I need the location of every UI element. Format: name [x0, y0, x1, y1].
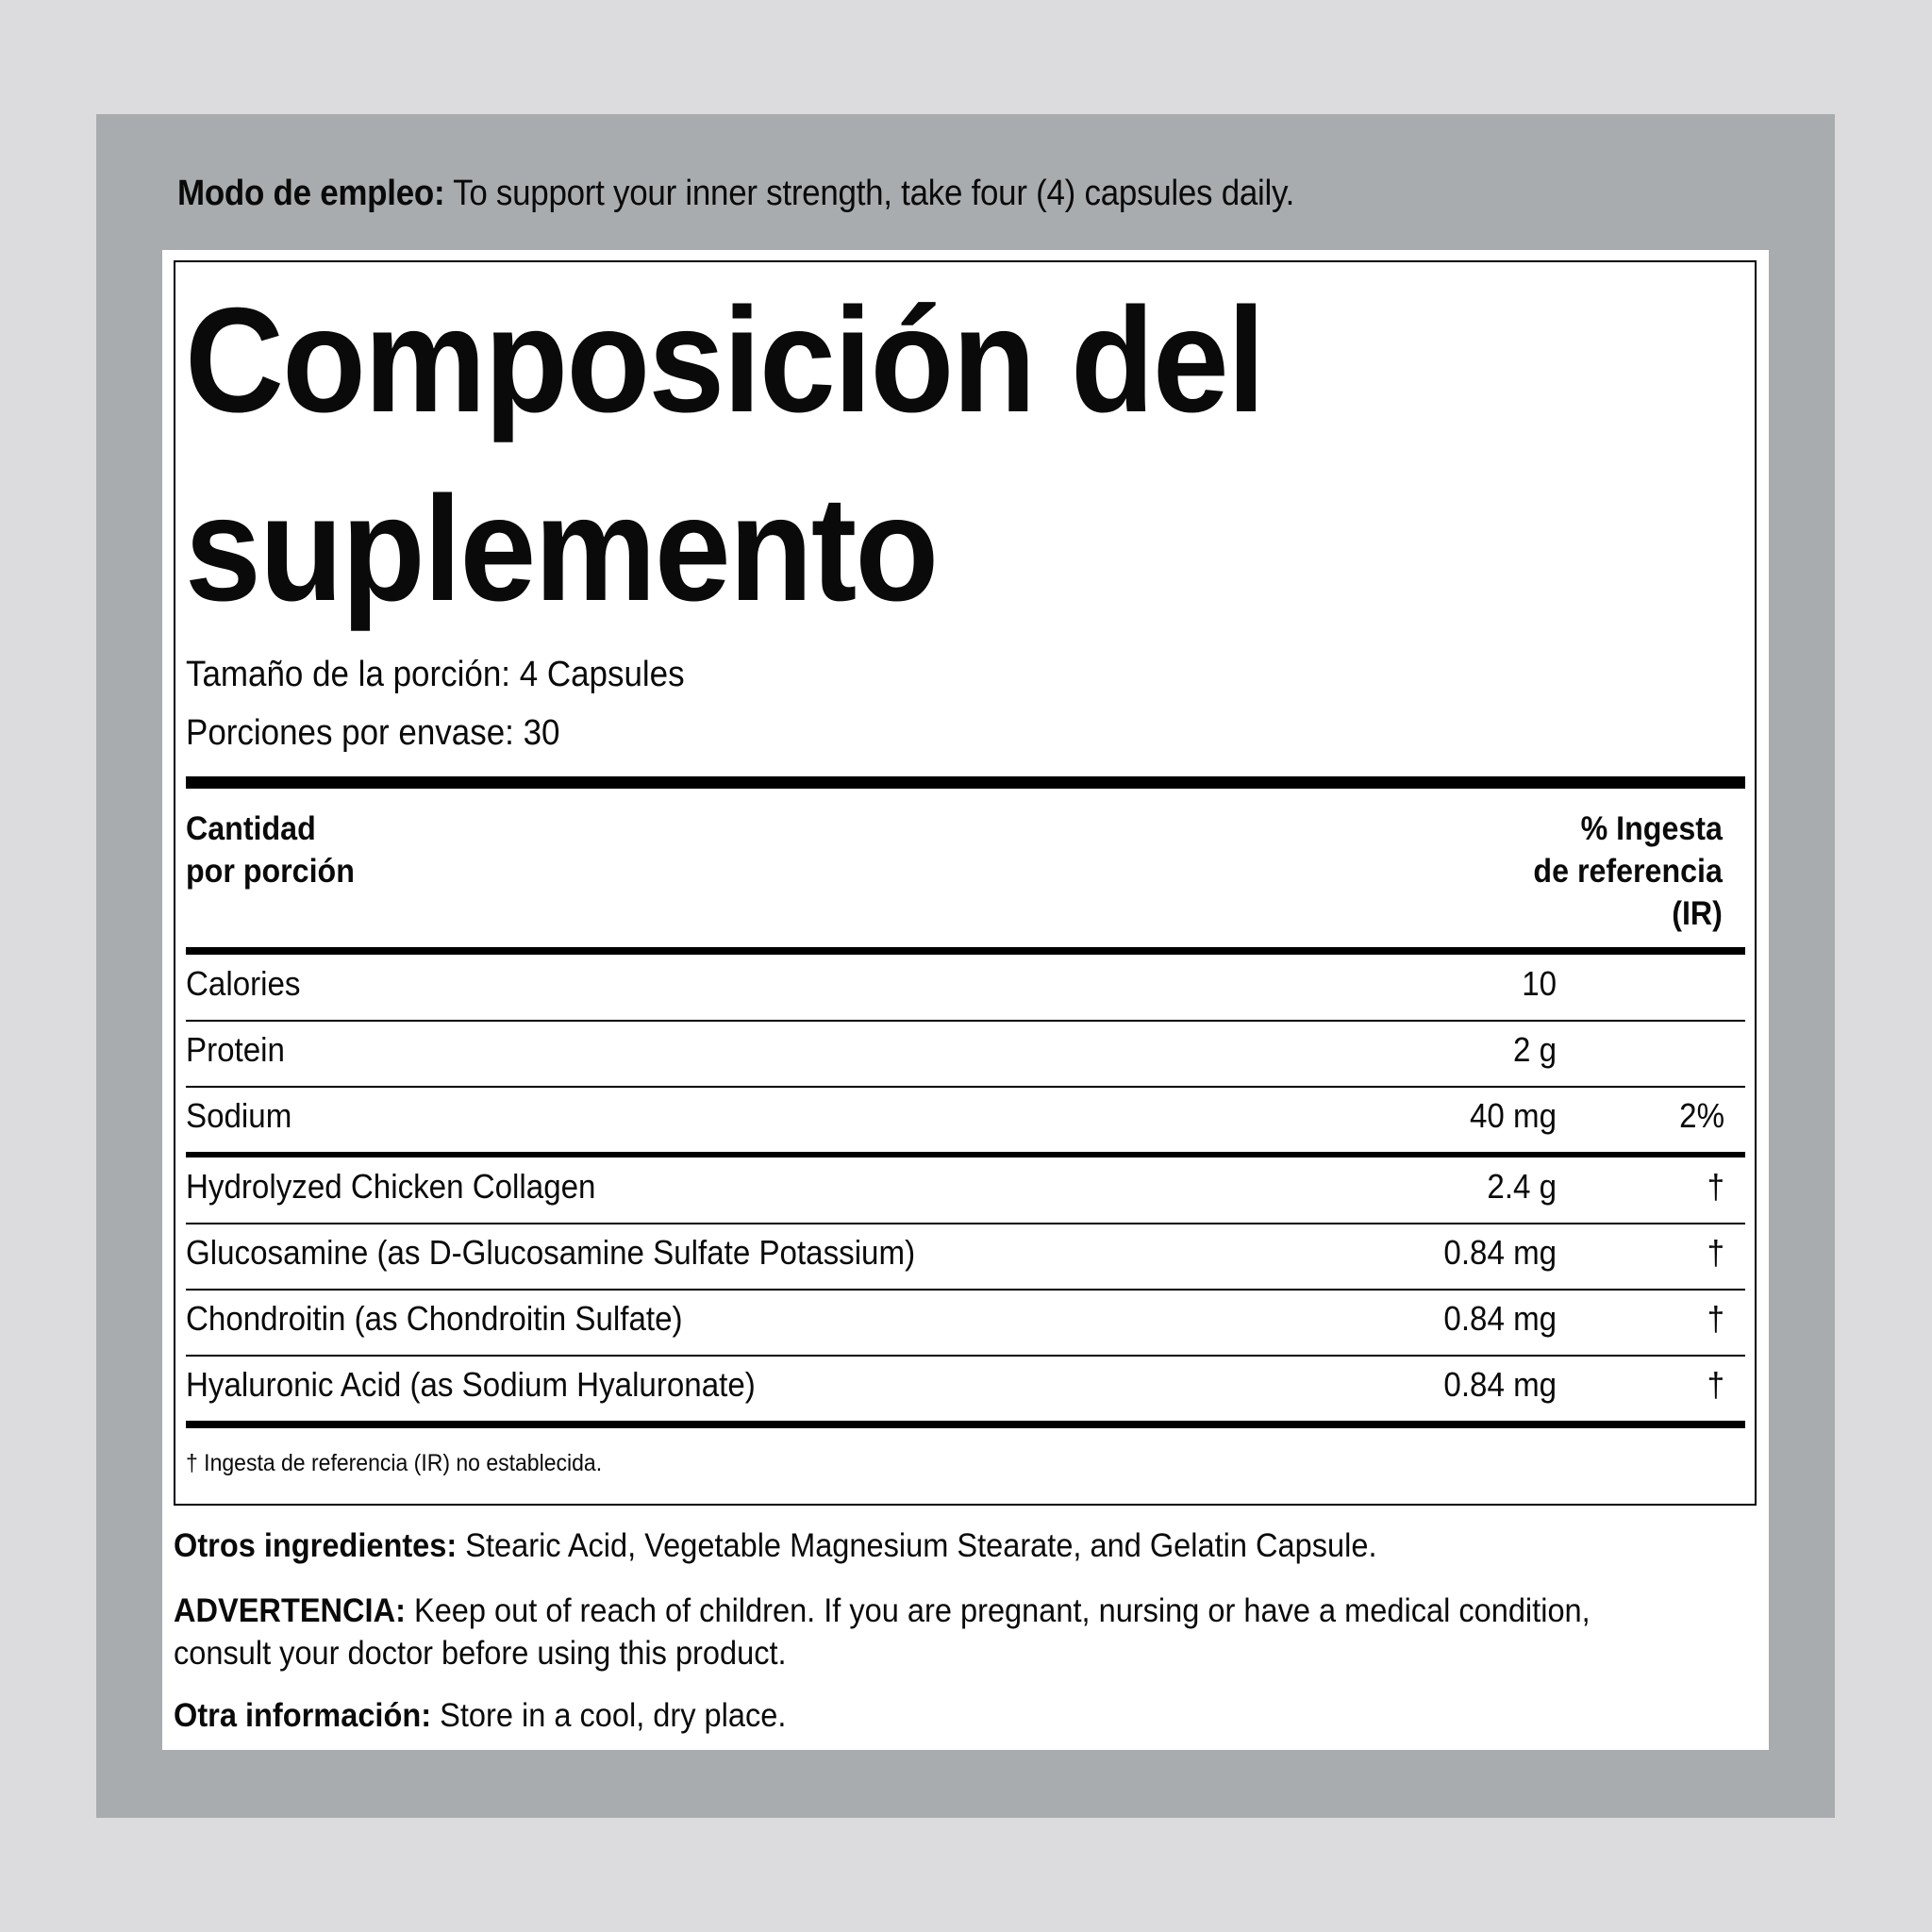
nutrient-amount: 0.84 mg — [1443, 1299, 1557, 1338]
header-right-line1: % Ingesta — [1580, 810, 1723, 847]
header-left-line1: Cantidad — [186, 810, 316, 847]
facts-title — [185, 266, 1263, 643]
footnote: † Ingesta de referencia (IR) no establecida. — [186, 1450, 603, 1476]
nutrient-name: Hyaluronic Acid (as Sodium Hyaluronate) — [186, 1365, 756, 1404]
header-right-line3: (IR) — [1672, 895, 1723, 932]
header-right-line2: de referencia — [1533, 853, 1723, 890]
nutrient-amount: 10 — [1522, 964, 1557, 1003]
table-row — [186, 1083, 1745, 1149]
facts-title-line1: Composición del — [185, 277, 1264, 443]
other-info-label: Otra información: — [174, 1697, 432, 1734]
other-ingredients-label: Otros ingredientes: — [174, 1527, 458, 1564]
nutrient-dv: † — [1707, 1233, 1724, 1272]
other-information — [174, 1694, 1657, 1737]
table-row — [186, 951, 1745, 1017]
nutrient-dv: † — [1707, 1299, 1724, 1338]
nutrient-amount: 2.4 g — [1487, 1167, 1557, 1206]
reference-intake-header — [1534, 808, 1723, 935]
table-row — [186, 1220, 1745, 1286]
directions — [177, 174, 1294, 214]
other-info-text: Store in a cool, dry place. — [431, 1697, 787, 1734]
directions-text: To support your inner strength, take four (4) capsules daily. — [444, 174, 1295, 213]
directions-label: Modo de empleo: — [177, 174, 445, 213]
nutrient-amount: 0.84 mg — [1443, 1365, 1557, 1404]
nutrient-dv: † — [1707, 1167, 1724, 1206]
nutrient-name: Calories — [186, 964, 301, 1003]
nutrient-name: Chondroitin (as Chondroitin Sulfate) — [186, 1299, 683, 1338]
nutrient-amount: 2 g — [1512, 1030, 1557, 1069]
table-row — [186, 1017, 1745, 1083]
nutrient-dv: 2% — [1679, 1096, 1724, 1135]
nutrient-name: Sodium — [186, 1096, 292, 1135]
amount-per-serving-header — [186, 808, 355, 892]
table-row — [186, 1286, 1745, 1352]
thick-divider-bottom — [186, 1421, 1745, 1428]
header-left-line2: por porción — [186, 853, 355, 890]
facts-title-line2: suplemento — [185, 466, 938, 632]
serving-size: Tamaño de la porción: 4 Capsules — [186, 655, 685, 694]
nutrient-name: Protein — [186, 1030, 285, 1069]
nutrient-amount: 40 mg — [1469, 1096, 1557, 1135]
table-row — [186, 1154, 1745, 1220]
nutrient-dv: † — [1707, 1365, 1724, 1404]
servings-per-container: Porciones por envase: 30 — [186, 713, 560, 753]
warning-label: ADVERTENCIA: — [174, 1592, 406, 1629]
other-ingredients — [174, 1524, 1657, 1567]
warning — [174, 1590, 1657, 1674]
other-ingredients-text: Stearic Acid, Vegetable Magnesium Stearate, and Gelatin Capsule. — [457, 1527, 1377, 1564]
nutrient-name: Hydrolyzed Chicken Collagen — [186, 1167, 596, 1206]
table-row — [186, 1352, 1745, 1418]
thick-divider-top — [186, 776, 1745, 789]
nutrient-name: Glucosamine (as D-Glucosamine Sulfate Potassium) — [186, 1233, 916, 1272]
warning-text: Keep out of reach of children. If you are pregnant, nursing or have a medical condition, consult your doctor before using this product. — [174, 1592, 1591, 1672]
nutrient-amount: 0.84 mg — [1443, 1233, 1557, 1272]
